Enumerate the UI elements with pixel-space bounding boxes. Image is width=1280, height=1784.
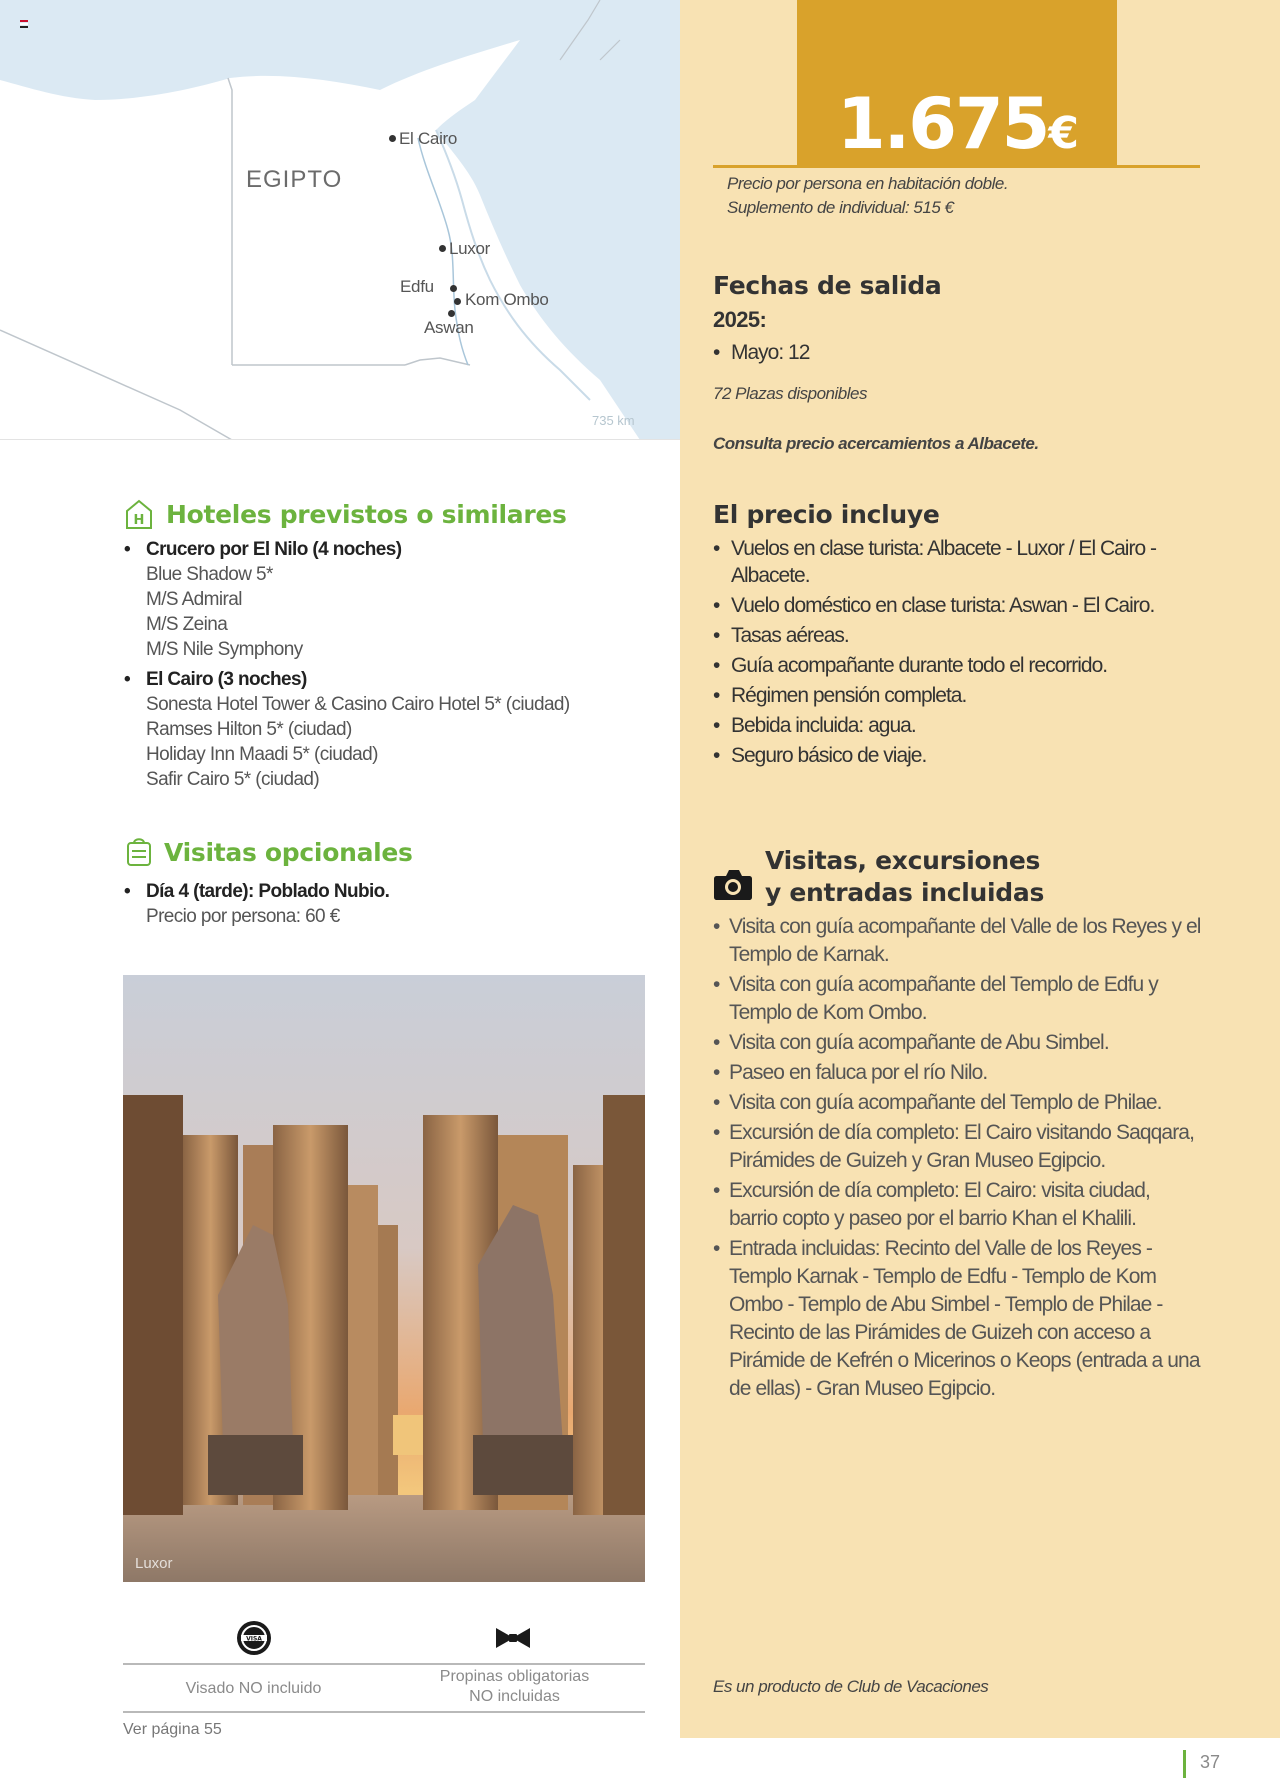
tips-notice-line1: Propinas obligatorias: [439, 1668, 590, 1685]
optional-visits-list: [146, 879, 666, 929]
departures-title: Fechas de salida: [713, 271, 942, 300]
visit-item: • Visita con guía acompañante del Templo de Philae.: [713, 1089, 1201, 1117]
visit-item: • Excursión de día completo: El Cairo: visita ciudad, barrio copto y paseo por el barrio Khan el Khalili.: [713, 1177, 1201, 1233]
hotel-item: Sonesta Hotel Tower & Casino Cairo Hotel 5* (ciudad): [146, 694, 570, 715]
visit-item: • Paseo en faluca por el río Nilo.: [713, 1059, 1201, 1087]
notice-divider: [123, 1711, 645, 1713]
city-label-edfu: Edfu: [400, 277, 434, 296]
route-map: [0, 0, 680, 440]
photo-caption: Luxor: [135, 1555, 173, 1572]
camera-icon: [713, 867, 753, 906]
flag-icon: [20, 20, 28, 27]
hotel-item: Holiday Inn Maadi 5* (ciudad): [146, 744, 378, 765]
visits-title: [765, 845, 1044, 909]
price: [797, 84, 1117, 174]
tips-notice-line2: NO incluidas: [469, 1688, 560, 1705]
includes-item: • Seguro básico de viaje.: [713, 742, 1188, 769]
price-note-line2: Suplemento de individual: 515 €: [727, 198, 954, 217]
departures-year: 2025:: [713, 307, 767, 332]
visits-title-line1: Visitas, excursiones: [765, 846, 1041, 875]
includes-item: • Guía acompañante durante todo el recorrido.: [713, 652, 1188, 679]
city-dot: [454, 298, 461, 305]
price-rule: [713, 165, 1200, 168]
price-currency: €: [1048, 108, 1078, 159]
city-label-luxor: Luxor: [449, 239, 491, 258]
brand-note: Es un producto de Club de Vacaciones: [713, 1677, 989, 1696]
departure-dates: [713, 339, 1183, 369]
visa-notice: Visado NO incluido: [185, 1680, 322, 1697]
visa-icon: [236, 1620, 272, 1661]
price-amount: 1.675: [836, 83, 1049, 165]
city-dot: [450, 285, 457, 292]
visit-item: • Excursión de día completo: El Cairo visitando Saqqara, Pirámides de Guizeh y Gran Museo Egipcio.: [713, 1119, 1201, 1175]
map-scale: 735 km: [592, 413, 635, 428]
notice-divider: [123, 1663, 645, 1665]
city-dot: [439, 245, 446, 252]
hotel-item: M/S Zeina: [146, 614, 228, 635]
page-number-bar: [1183, 1750, 1186, 1778]
tips-bowtie-icon: [494, 1626, 532, 1655]
hotel-item: M/S Nile Symphony: [146, 639, 303, 660]
bag-icon: [126, 835, 152, 872]
hotel-item: Safir Cairo 5* (ciudad): [146, 769, 320, 790]
hotel-group-heading: • Crucero por El Nilo (4 noches): [146, 537, 666, 562]
visit-item: • Entrada incluidas: Recinto del Valle de los Reyes - Templo Karnak - Templo de Edfu - Templo de Kom Ombo - Templo de Abu Simbel - Templo de Philae - Recinto de las Pirámides de Guizeh con acceso a Pirámide de Kefrén o Micerinos o Keops (entrada a una de ellas) - Gran Museo Egipcio.: [713, 1235, 1201, 1403]
visit-item: • Visita con guía acompañante del Templo de Edfu y Templo de Kom Ombo.: [713, 971, 1201, 1027]
optional-visit-price: Precio por persona: 60 €: [146, 906, 340, 927]
hotel-group-heading: • El Cairo (3 noches): [146, 667, 666, 692]
includes-title: El precio incluye: [713, 500, 940, 529]
city-label-cairo: El Cairo: [399, 129, 458, 148]
luxor-temple-photo: [123, 975, 645, 1582]
optional-visits-title: Visitas opcionales: [164, 838, 413, 867]
svg-text:H: H: [133, 513, 145, 528]
includes-item: • Vuelo doméstico en clase turista: Aswan - El Cairo.: [713, 592, 1188, 619]
price-note-line1: Precio por persona en habitación doble.: [727, 174, 1009, 193]
hotels-title: Hoteles previstos o similares: [166, 500, 567, 529]
page-number: 37: [1200, 1752, 1221, 1772]
hotel-item: Ramses Hilton 5* (ciudad): [146, 719, 352, 740]
city-label-aswan: Aswan: [424, 318, 474, 337]
city-dot: [389, 135, 396, 142]
hotel-item: Blue Shadow 5*: [146, 564, 273, 585]
includes-item: • Bebida incluida: agua.: [713, 712, 1188, 739]
includes-item: • Vuelos en clase turista: Albacete - Luxor / El Cairo - Albacete.: [713, 535, 1188, 589]
hotel-icon: [124, 498, 154, 535]
tips-notice: [384, 1667, 645, 1707]
hotel-item: M/S Admiral: [146, 589, 242, 610]
map-graphic: [0, 0, 680, 440]
includes-list: [713, 535, 1188, 772]
see-page-link[interactable]: Ver página 55: [123, 1721, 222, 1738]
svg-text:VISA: VISA: [246, 1635, 262, 1643]
city-label-kom-ombo: Kom Ombo: [465, 290, 549, 309]
optional-visit-heading: • Día 4 (tarde): Poblado Nubio.: [146, 879, 666, 904]
visit-item: • Visita con guía acompañante de Abu Simbel.: [713, 1029, 1201, 1057]
consult-note: Consulta precio acercamientos a Albacete.: [713, 434, 1039, 453]
visits-title-line2: y entradas incluidas: [765, 878, 1045, 907]
visit-item: • Visita con guía acompañante del Valle de los Reyes y el Templo de Karnak.: [713, 913, 1201, 969]
seats-available: 72 Plazas disponibles: [713, 384, 867, 403]
includes-item: • Régimen pensión completa.: [713, 682, 1188, 709]
country-label: EGIPTO: [246, 166, 343, 193]
city-dot: [448, 310, 455, 317]
includes-item: • Tasas aéreas.: [713, 622, 1188, 649]
visits-list: [713, 913, 1201, 1405]
hotels-list: [146, 537, 666, 792]
price-note: [727, 172, 1008, 220]
departure-date: • Mayo: 12: [713, 339, 1183, 366]
